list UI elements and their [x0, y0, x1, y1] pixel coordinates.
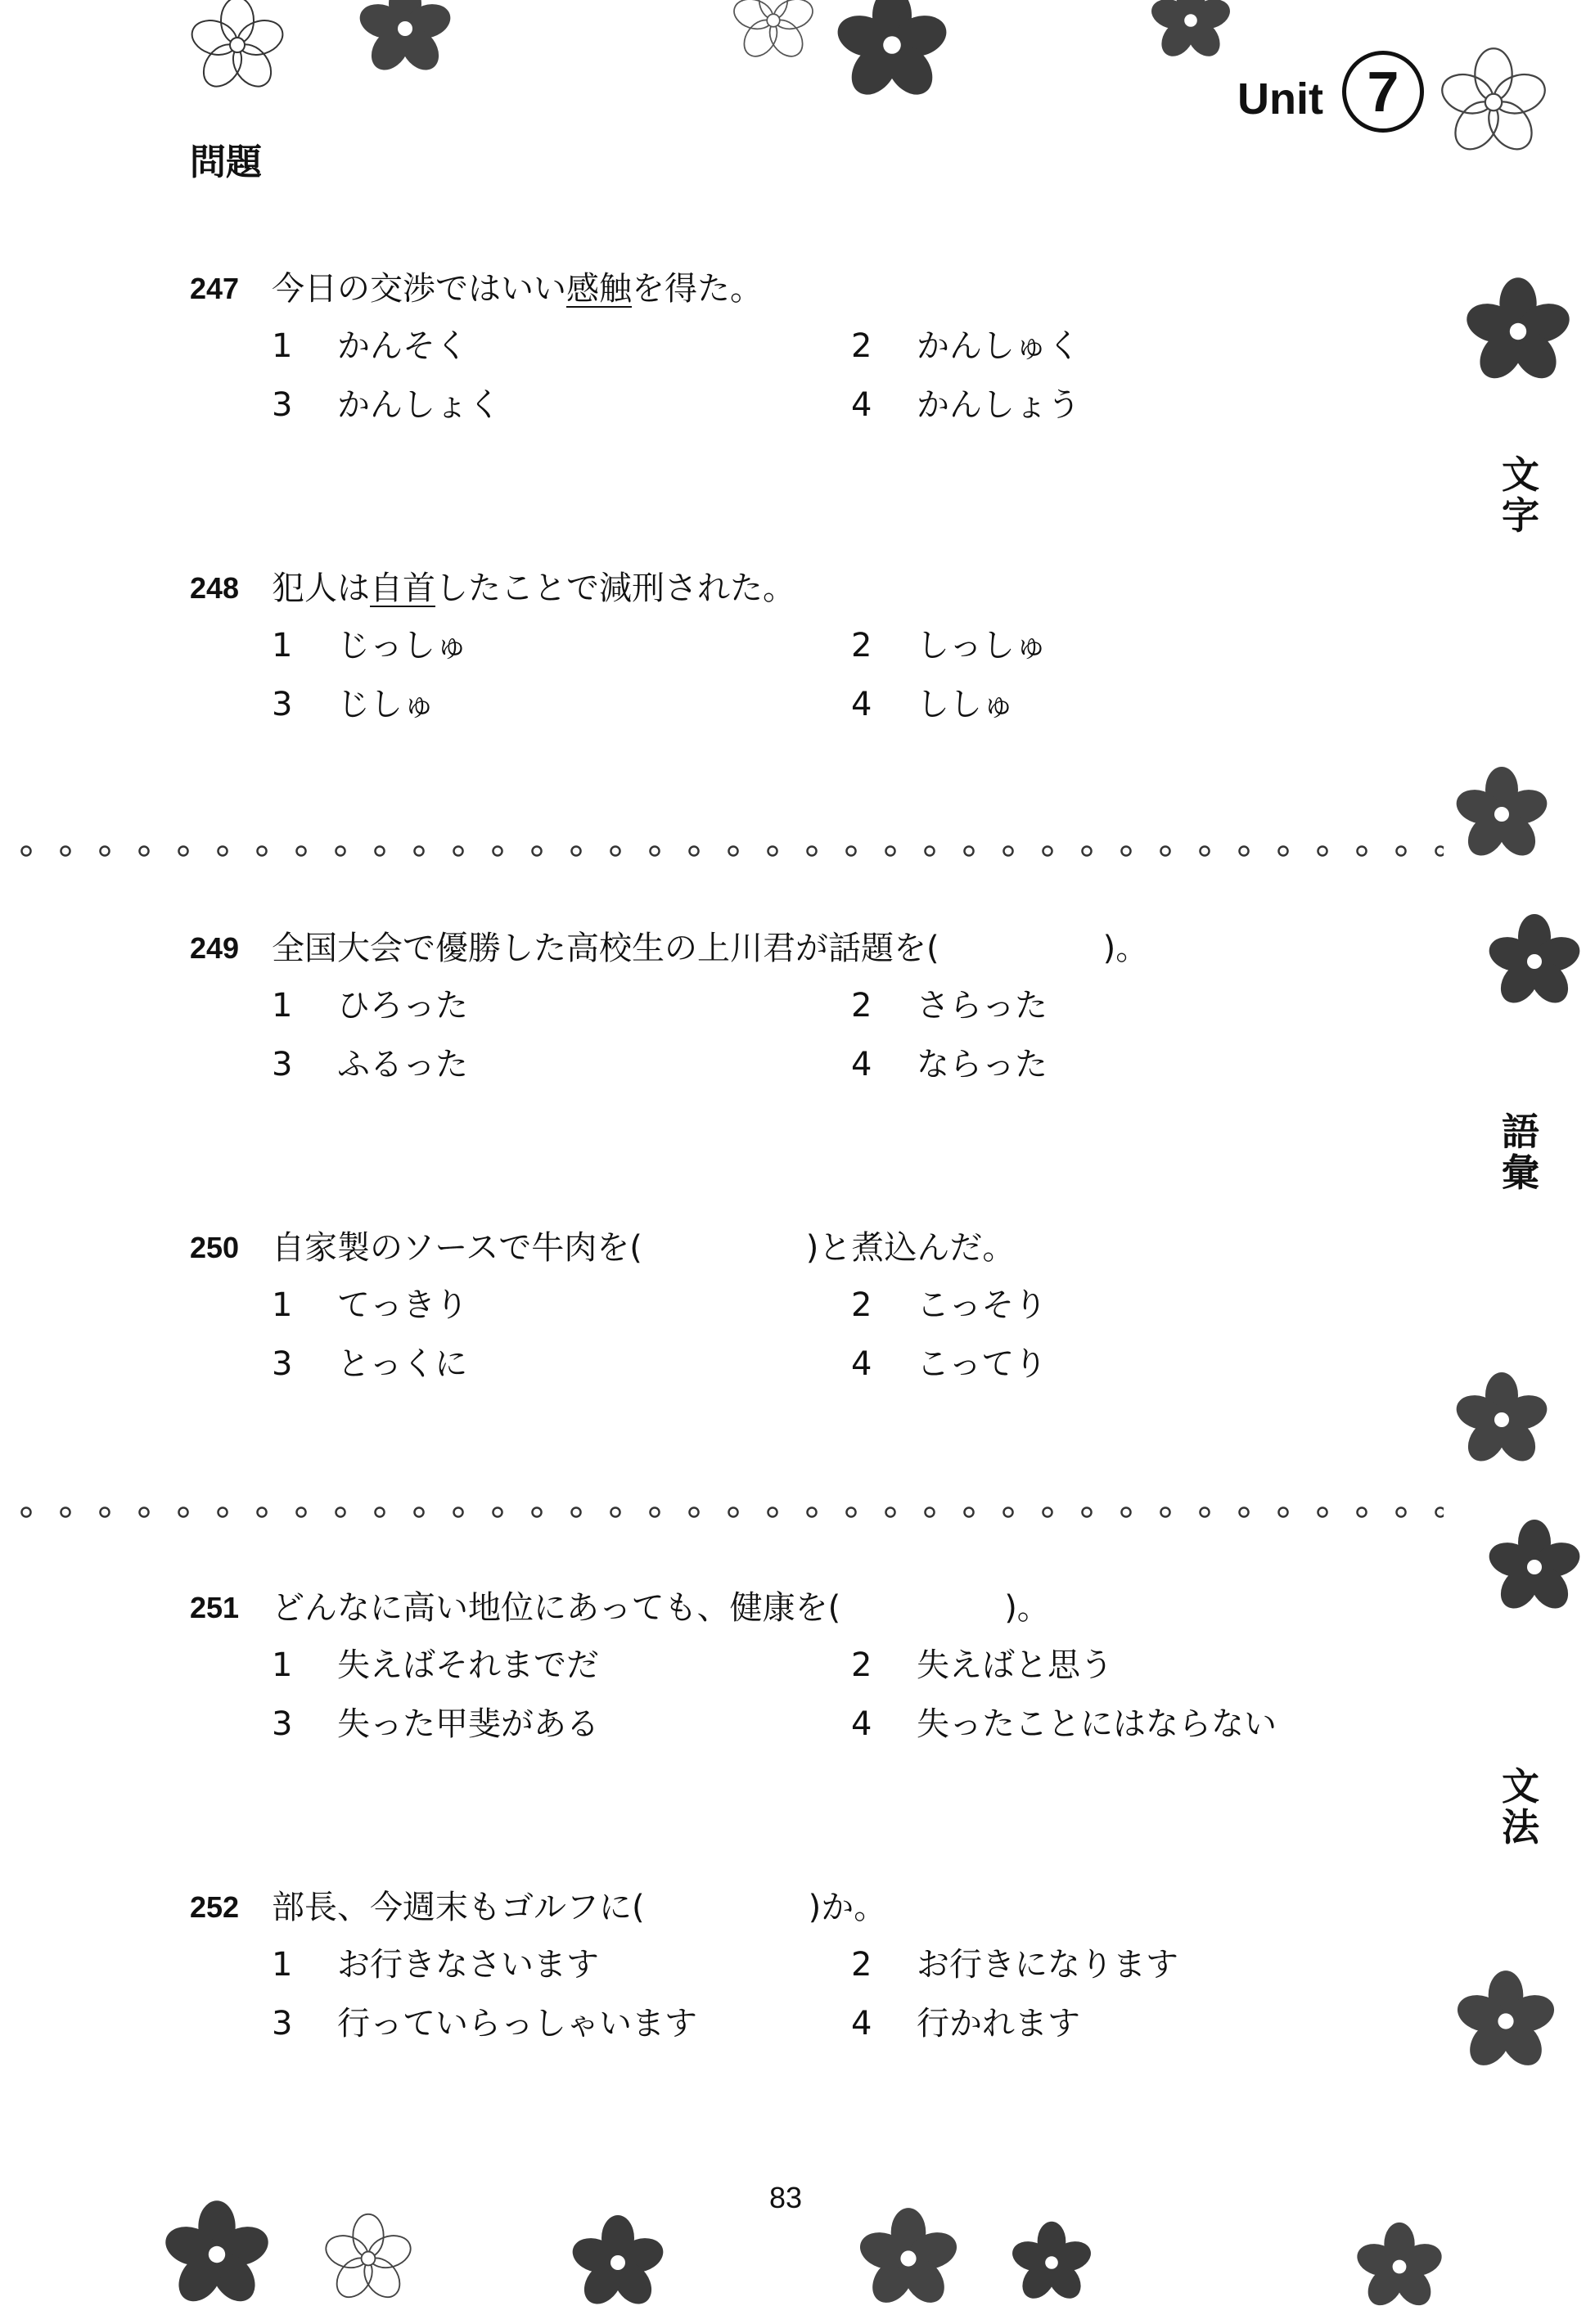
option-1[interactable]: 1 お行きなさいます — [272, 1946, 599, 1984]
flower-decoration-icon — [344, 0, 466, 90]
question-text: 部長、今週末もゴルフに( )か。 — [272, 1889, 887, 1926]
option-3[interactable]: 3 ふるった — [272, 1046, 468, 1083]
section-heading: 問題 — [190, 142, 262, 183]
option-2[interactable]: 2 しっしゅ — [851, 627, 1048, 664]
flower-decoration-icon — [1440, 1956, 1571, 2087]
flower-decoration-icon — [311, 2201, 426, 2316]
flower-decoration-icon — [556, 2201, 679, 2324]
option-3[interactable]: 3 とっくに — [272, 1345, 468, 1383]
question-text: 自家製のソースで牛肉を( )と煮込んだ。 — [272, 1229, 1016, 1267]
flower-decoration-icon — [1138, 0, 1244, 74]
flower-decoration-icon — [147, 2185, 286, 2324]
dotted-separator — [20, 844, 1444, 858]
unit-number-badge: 7 — [1342, 51, 1424, 133]
option-4[interactable]: 4 ならった — [851, 1046, 1048, 1083]
flower-decoration-icon — [1473, 1506, 1595, 1628]
flower-decoration-icon — [1424, 33, 1563, 172]
question-number: 251 — [190, 1591, 240, 1624]
option-3[interactable]: 3 じしゅ — [272, 686, 435, 723]
underlined-word: 自首 — [370, 570, 435, 607]
option-4[interactable]: 4 失ったことにはならない — [851, 1705, 1277, 1743]
side-tab-moji[interactable]: 文 字 — [1502, 453, 1539, 538]
option-2[interactable]: 2 かんしゅく — [851, 327, 1080, 365]
option-1[interactable]: 1 じっしゅ — [272, 627, 468, 664]
question-text: どんなに高い地位にあっても、健康を( )。 — [272, 1589, 1050, 1627]
option-2[interactable]: 2 さらった — [851, 987, 1048, 1025]
flower-decoration-icon — [1440, 1358, 1563, 1481]
question-number: 247 — [190, 272, 240, 305]
option-3[interactable]: 3 行っていらっしゃいます — [272, 2005, 697, 2043]
option-3[interactable]: 3 失った甲斐がある — [272, 1705, 599, 1743]
option-1[interactable]: 1 かんそく — [272, 327, 468, 365]
option-3[interactable]: 3 かんしょく — [272, 386, 501, 424]
flower-decoration-icon — [843, 2193, 974, 2324]
option-4[interactable]: 4 行かれます — [851, 2005, 1080, 2043]
option-4[interactable]: 4 こってり — [851, 1345, 1048, 1383]
option-1[interactable]: 1 失えばそれまでだ — [272, 1646, 599, 1684]
flower-decoration-icon — [998, 2209, 1105, 2316]
flower-decoration-icon — [720, 0, 827, 74]
flower-decoration-icon — [1342, 2209, 1457, 2324]
dotted-separator — [20, 1506, 1444, 1519]
flower-decoration-icon — [147, 0, 327, 115]
question-number: 248 — [190, 571, 240, 605]
flower-decoration-icon — [818, 0, 966, 119]
question-text: 全国大会で優勝した高校生の上川君が話題を( )。 — [272, 930, 1149, 967]
flower-decoration-icon — [1473, 900, 1595, 1023]
option-2[interactable]: 2 失えばと思う — [851, 1646, 1113, 1684]
flower-decoration-icon — [1440, 753, 1563, 876]
flower-decoration-icon — [1449, 262, 1588, 401]
question-number: 250 — [190, 1231, 240, 1264]
question-number: 252 — [190, 1890, 240, 1924]
option-2[interactable]: 2 お行きになります — [851, 1946, 1178, 1984]
question-text: 今日の交渉ではいい感触を得た。 — [272, 270, 763, 308]
option-4[interactable]: 4 ししゅ — [851, 686, 1015, 723]
side-tab-bunpou[interactable]: 文 法 — [1502, 1764, 1539, 1849]
underlined-word: 感触 — [566, 270, 632, 308]
option-4[interactable]: 4 かんしょう — [851, 386, 1080, 424]
side-tab-goi[interactable]: 語 彙 — [1502, 1110, 1539, 1195]
option-1[interactable]: 1 てっきり — [272, 1286, 468, 1324]
page-number: 83 — [769, 2181, 803, 2214]
option-2[interactable]: 2 こっそり — [851, 1286, 1048, 1324]
unit-label: Unit — [1237, 74, 1323, 124]
question-number: 249 — [190, 931, 240, 965]
question-text: 犯人は自首したことで減刑された。 — [272, 570, 795, 607]
option-1[interactable]: 1 ひろった — [272, 987, 468, 1025]
